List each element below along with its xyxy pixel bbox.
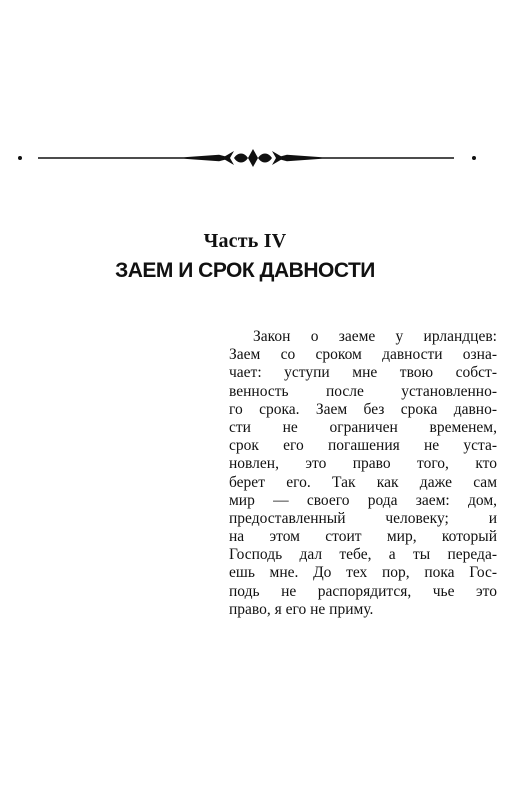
epigraph-line: новлен, это право того, кто bbox=[229, 455, 497, 473]
part-number: Часть IV bbox=[203, 230, 287, 252]
epigraph-line: го срока. Заем без срока давно- bbox=[229, 400, 497, 418]
epigraph-line: мир — своего рода заем: дом, bbox=[229, 491, 497, 509]
epigraph-line: чает: уступи мне твою собст- bbox=[229, 364, 497, 382]
epigraph-line: сти не ограничен временем, bbox=[229, 418, 497, 436]
epigraph bbox=[229, 328, 497, 619]
epigraph-line: Господь дал тебе, а ты переда- bbox=[229, 546, 497, 564]
epigraph-line: предоставленный человеку; и bbox=[229, 509, 497, 527]
divider-right-dot bbox=[472, 156, 476, 160]
epigraph-line: Заем со сроком давности озна- bbox=[229, 346, 497, 364]
epigraph-line: на этом стоит мир, который bbox=[229, 528, 497, 546]
epigraph-line: Закон о заеме у ирландцев: bbox=[253, 328, 497, 345]
part-title: ЗАЕМ И СРОК ДАВНОСТИ bbox=[115, 259, 375, 282]
epigraph-line: венность после установленно- bbox=[229, 382, 497, 400]
epigraph-line: ешь мне. До тех пор, пока Гос- bbox=[229, 564, 497, 582]
decorative-divider bbox=[14, 146, 482, 170]
epigraph-line: подь не распорядится, чье это bbox=[229, 582, 497, 600]
divider-left-line bbox=[38, 156, 229, 161]
divider-center-diamond bbox=[248, 149, 258, 167]
divider-left-arrow bbox=[222, 151, 234, 165]
epigraph-line: срок его погашения не уста- bbox=[229, 437, 497, 455]
divider-right-line bbox=[277, 156, 454, 161]
divider-left-dot bbox=[18, 156, 22, 160]
epigraph-line: берет его. Так как даже сам bbox=[229, 473, 497, 491]
epigraph-line: право, я его не приму. bbox=[229, 600, 374, 618]
